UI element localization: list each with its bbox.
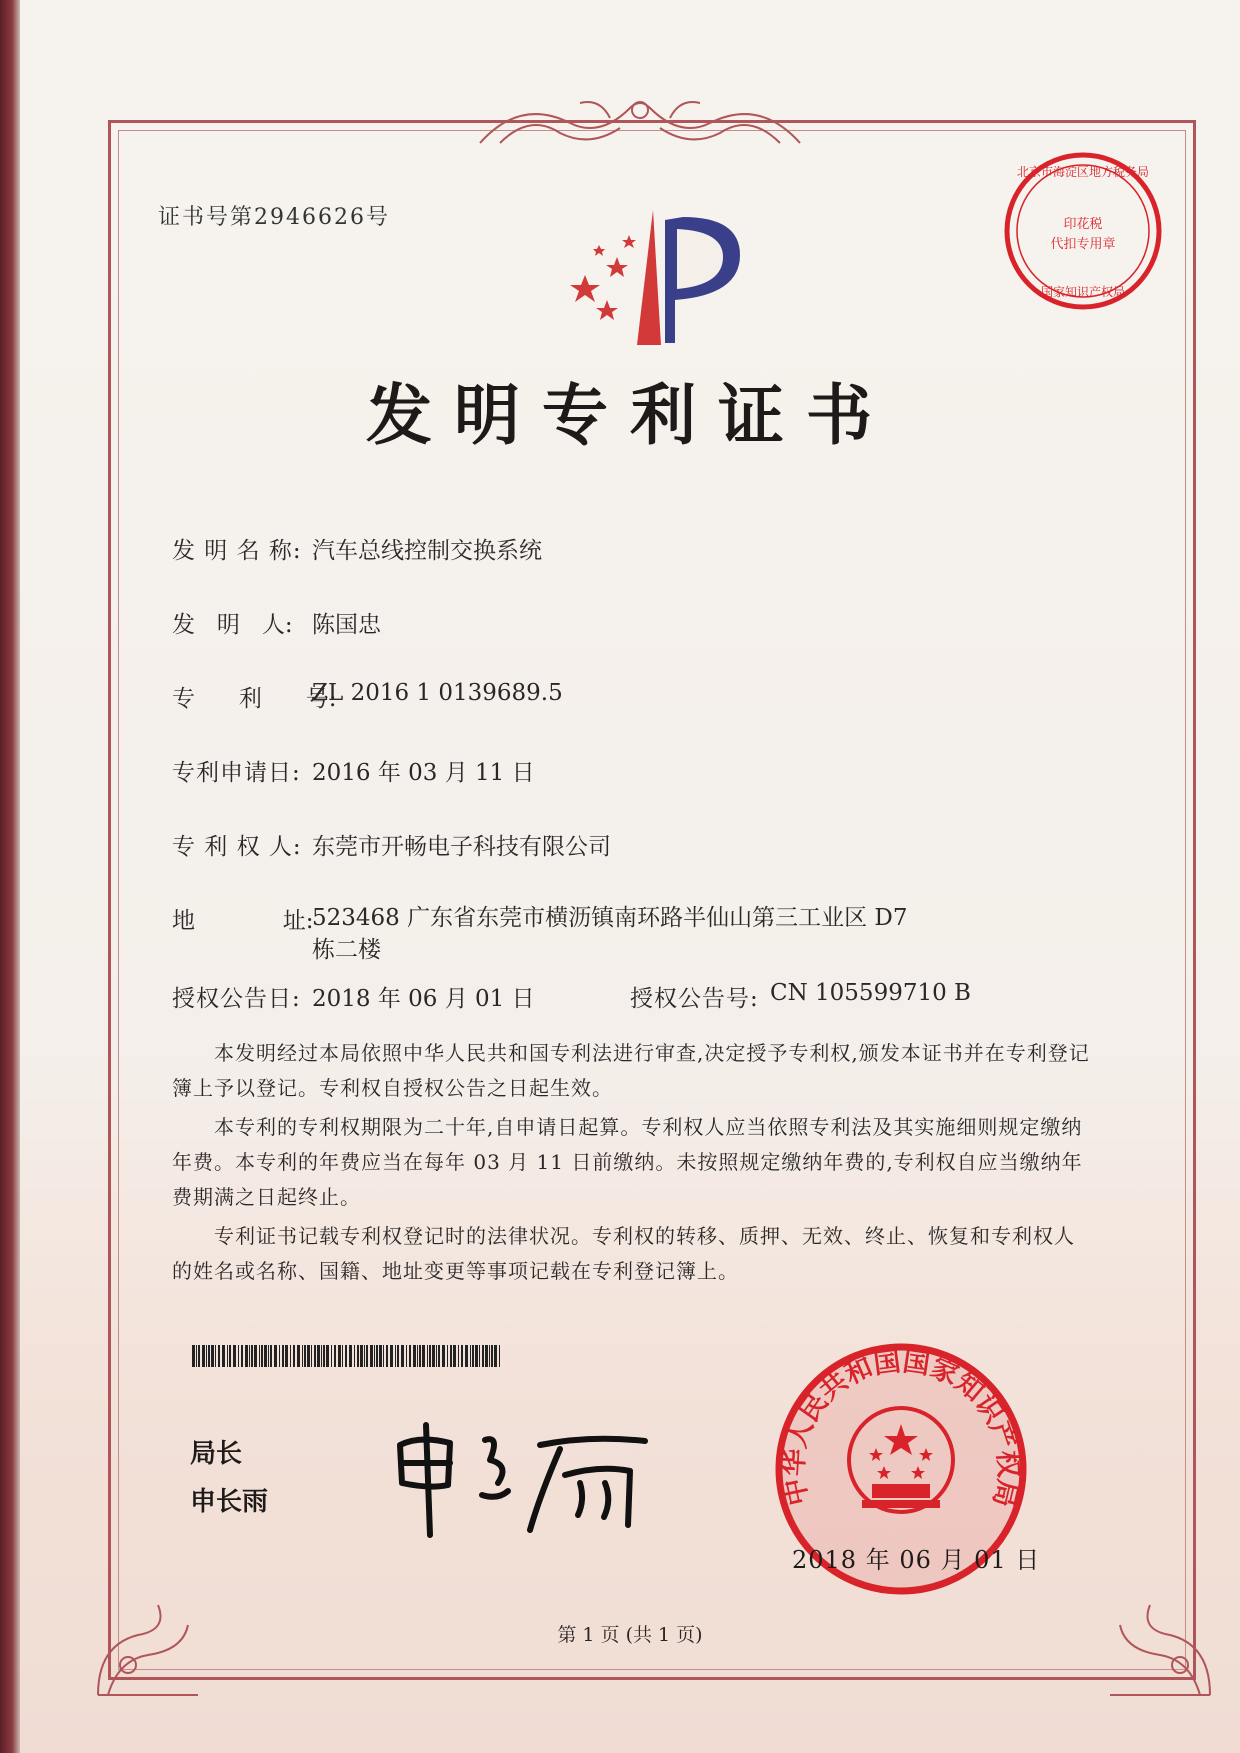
address-value: 523468 广东省东莞市横沥镇南环路半仙山第三工业区 D7 栋二楼	[312, 905, 908, 963]
filing-date-value: 2016 年 03 月 11 日	[312, 760, 535, 786]
patent-number-label: 专 利 号:	[172, 686, 337, 712]
grant-number-value: CN 105599710 B	[770, 980, 971, 1006]
patent-number-value: ZL 2016 1 0139689.5	[312, 680, 563, 706]
filing-date-row	[172, 754, 535, 787]
grant-number-label: 授权公告号:	[630, 986, 759, 1012]
svg-text:国家知识产权局: 国家知识产权局	[1040, 285, 1126, 299]
certificate-title: 发明专利证书	[366, 376, 894, 454]
svg-text:代扣专用章: 代扣专用章	[1050, 237, 1116, 252]
inventor-label: 发 明 人:	[172, 612, 293, 638]
patentee-value: 东莞市开畅电子科技有限公司	[312, 834, 611, 860]
patentee-row	[172, 828, 611, 861]
inventor-row	[172, 606, 381, 639]
patentee-label: 专 利 权 人:	[172, 834, 302, 860]
grant-date-label: 授权公告日:	[172, 986, 301, 1012]
handwritten-signature	[390, 1405, 660, 1545]
svg-text:北京市海淀区地方税务局: 北京市海淀区地方税务局	[1016, 165, 1150, 179]
certificate-number: 证书号第2946626号	[158, 205, 390, 230]
grant-date-row	[172, 980, 535, 1013]
invention-name-value: 汽车总线控制交换系统	[312, 538, 542, 564]
body-paragraph-1: 本发明经过本局依照中华人民共和国专利法进行审查,决定授予专利权,颁发本证书并在专利登记簿上予以登记。专利权自授权公告之日起生效。	[172, 1041, 1090, 1100]
invention-name-label: 发 明 名 称:	[172, 538, 302, 564]
inventor-value: 陈国忠	[312, 612, 381, 638]
body-paragraph-2: 本专利的专利权期限为二十年,自申请日起算。专利权人应当依照专利法及其实施细则规定缴纳年费。本专利的年费应当在每年 03 月 11 日前缴纳。未按照规定缴纳年费的,专利权自应当缴纳年费期满之日起终止。	[172, 1115, 1083, 1209]
address-row	[172, 902, 932, 966]
director-name: 申长雨	[190, 1487, 269, 1517]
tax-stamp-seal	[1002, 150, 1164, 312]
director-block	[190, 1430, 268, 1526]
seal-arc-text: 中华人民共和国国家知识产权局	[778, 1346, 1024, 1510]
filing-date-label: 专利申请日:	[172, 760, 301, 786]
top-ornament-icon	[460, 88, 820, 158]
certificate-page	[20, 0, 1240, 1753]
invention-name-row	[172, 532, 542, 565]
barcode-icon	[192, 1345, 502, 1367]
grant-number-row	[630, 980, 971, 1013]
book-binding	[0, 0, 20, 1753]
grant-date-value: 2018 年 06 月 01 日	[312, 986, 535, 1012]
body-paragraph-3: 专利证书记载专利权登记时的法律状况。专利权的转移、质押、无效、终止、恢复和专利权人的姓名或名称、国籍、地址变更等事项记载在专利登记簿上。	[172, 1224, 1075, 1283]
director-role: 局长	[190, 1439, 243, 1469]
certificate-body	[172, 1036, 1092, 1293]
patent-office-logo-icon	[565, 205, 765, 350]
svg-text:印花税: 印花税	[1063, 217, 1103, 232]
address-label: 地 址:	[172, 908, 314, 934]
seal-date: 2018 年 06 月 01 日	[792, 1546, 1041, 1574]
page-number: 第 1 页 (共 1 页)	[557, 1624, 703, 1646]
patent-number-row	[172, 680, 563, 713]
